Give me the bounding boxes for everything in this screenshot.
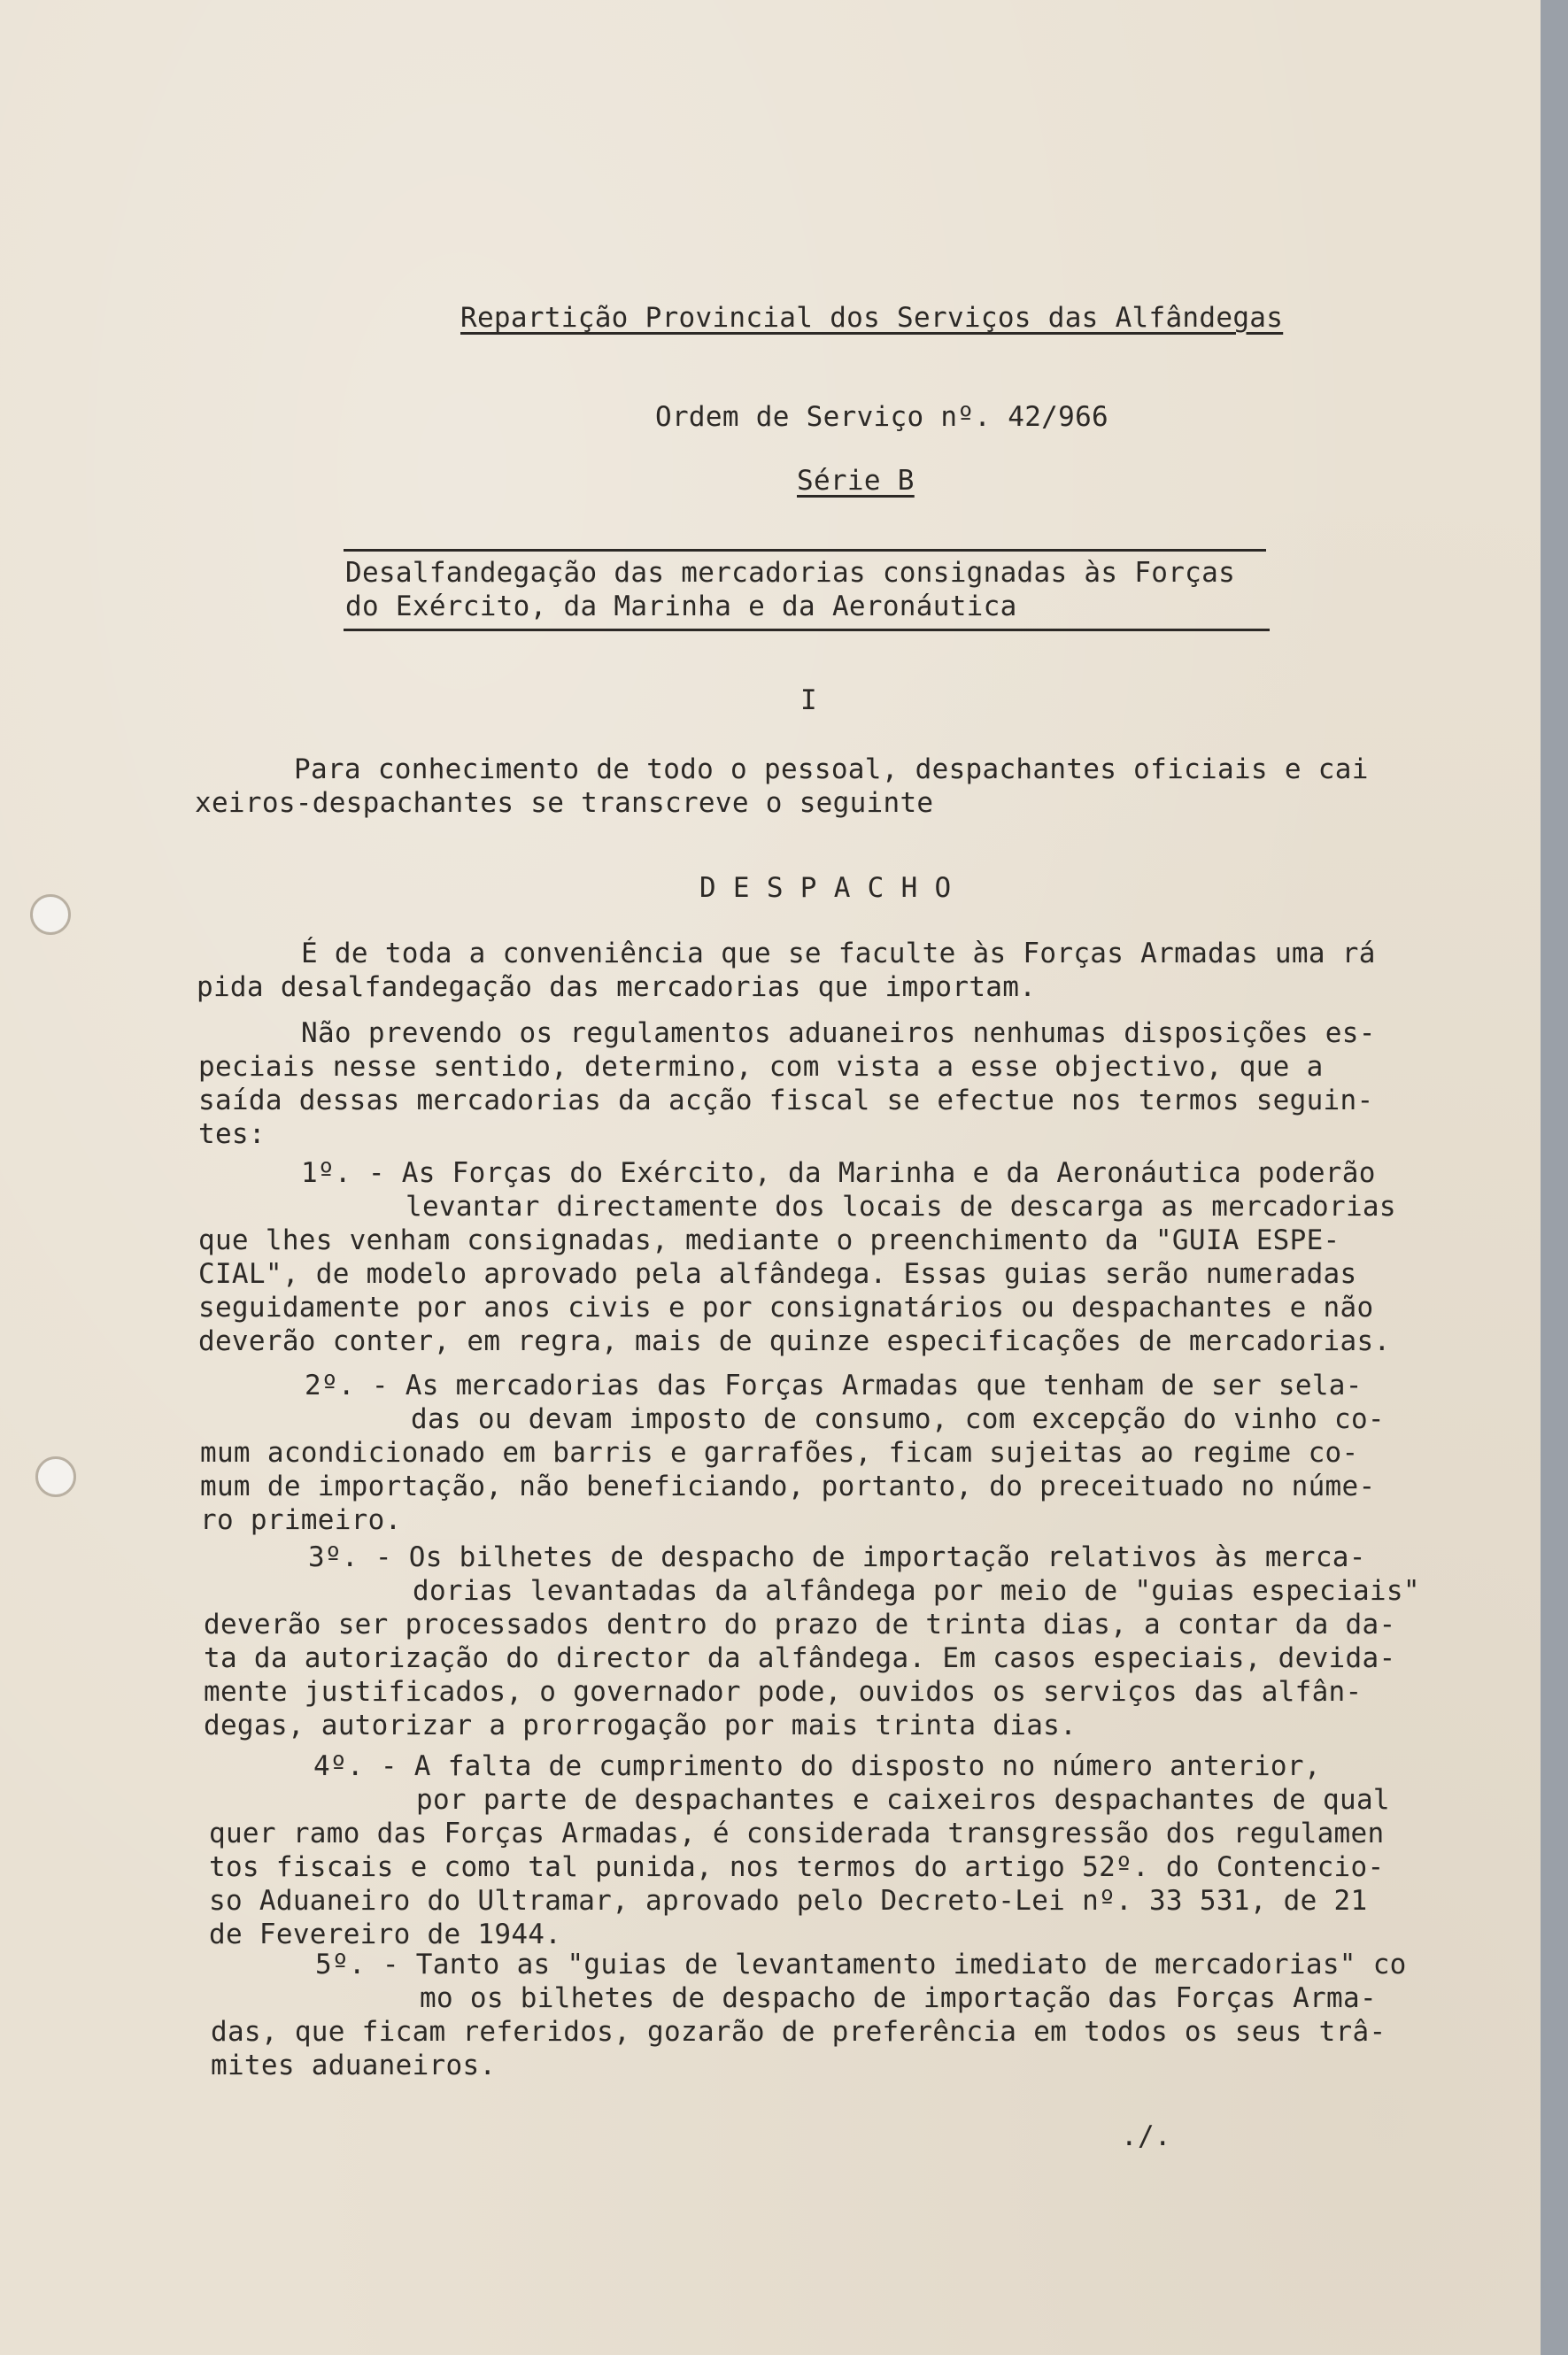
item3-line-1: 3º. - Os bilhetes de despacho de importação relativos às merca- [308,1541,1366,1573]
item3-line-5: mente justificados, o governador pode, ouvidos os serviços das alfân- [204,1676,1363,1708]
item1-line-3: que lhes venham consignadas, mediante o preenchimento da "GUIA ESPE- [198,1224,1340,1256]
item1-line-5: seguidamente por anos civis e por consignatários ou despachantes e não [198,1292,1374,1324]
continuation-mark: ./. [1121,2120,1171,2152]
p2-line-3: saída dessas mercadorias da acção fiscal se efectue nos termos seguin- [198,1085,1374,1116]
office-title: Repartição Provincial dos Serviços das Alfândegas [460,302,1284,334]
order-number: Ordem de Serviço nº. 42/966 [655,401,1109,433]
item1-line-6: deverão conter, em regra, mais de quinze especificações de mercadorias. [198,1325,1391,1357]
item2-line-3: mum acondicionado em barris e garrafões, ficam sujeitas ao regime co- [200,1437,1359,1469]
item3-line-4: ta da autorização do director da alfândega. Em casos especiais, devida- [204,1642,1396,1674]
item5-line-2: mo os bilhetes de despacho de importação das Forças Arma- [420,1982,1377,2014]
item2-line-2: das ou devam imposto de consumo, com excepção do vinho co- [411,1403,1385,1435]
p1-line-2: pida desalfandegação das mercadorias que importam. [197,971,1037,1003]
item1-line-1: 1º. - As Forças do Exército, da Marinha e da Aeronáutica poderão [301,1157,1376,1189]
subject-line-2: do Exército, da Marinha e da Aeronáutica [345,591,1017,622]
subject-top-rule [344,549,1266,552]
subject-bottom-rule [344,629,1270,631]
p2-line-2: peciais nesse sentido, determino, com vista a esse objectivo, que a [198,1051,1324,1083]
p2-line-1: Não prevendo os regulamentos aduaneiros nenhumas disposições es- [301,1017,1376,1049]
series-label: Série B [797,465,915,497]
item2-line-4: mum de importação, não beneficiando, portanto, do preceituado no núme- [200,1471,1376,1502]
item4-line-5: so Aduaneiro do Ultramar, aprovado pelo Decreto-Lei nº. 33 531, de 21 [209,1885,1368,1917]
item1-line-2: levantar directamente dos locais de descarga as mercadorias [406,1191,1396,1223]
item4-line-3: quer ramo das Forças Armadas, é considerada transgressão dos regulamen [209,1818,1385,1849]
p2-line-4: tes: [198,1118,266,1150]
item5-line-1: 5º. - Tanto as "guias de levantamento imediato de mercadorias" co [315,1949,1407,1981]
item4-line-4: tos fiscais e como tal punida, nos termos do artigo 52º. do Contencio- [209,1851,1385,1883]
item4-line-1: 4º. - A falta de cumprimento do disposto no número anterior, [313,1750,1321,1782]
intro-line-1: Para conhecimento de todo o pessoal, despachantes oficiais e cai [294,753,1369,785]
intro-line-2: xeiros-despachantes se transcreve o seguinte [195,787,934,819]
subject-line-1: Desalfandegação das mercadorias consignadas às Forças [345,557,1236,589]
item4-line-2: por parte de despachantes e caixeiros despachantes de qual [416,1784,1390,1816]
item3-line-3: deverão ser processados dentro do prazo de trinta dias, a contar da da- [204,1609,1396,1641]
punch-hole-top [30,894,71,935]
section-number: I [800,684,817,716]
item2-line-1: 2º. - As mercadorias das Forças Armadas que tenham de ser sela- [305,1370,1363,1401]
item4-line-6: de Fevereiro de 1944. [209,1919,562,1950]
item3-line-2: dorias levantadas da alfândega por meio de "guias especiais" [413,1575,1420,1607]
item5-line-3: das, que ficam referidos, gozarão de preferência em todos os seus trâ- [211,2016,1386,2048]
punch-hole-bottom [35,1456,76,1497]
p1-line-1: É de toda a conveniência que se faculte às Forças Armadas uma rá [301,938,1376,969]
item5-line-4: mites aduaneiros. [211,2050,497,2081]
item3-line-6: degas, autorizar a prorrogação por mais trinta dias. [204,1710,1078,1741]
item1-line-4: CIAL", de modelo aprovado pela alfândega. Essas guias serão numeradas [198,1258,1357,1290]
item2-line-5: ro primeiro. [200,1504,402,1536]
despacho-title: D E S P A C H O [699,872,952,904]
